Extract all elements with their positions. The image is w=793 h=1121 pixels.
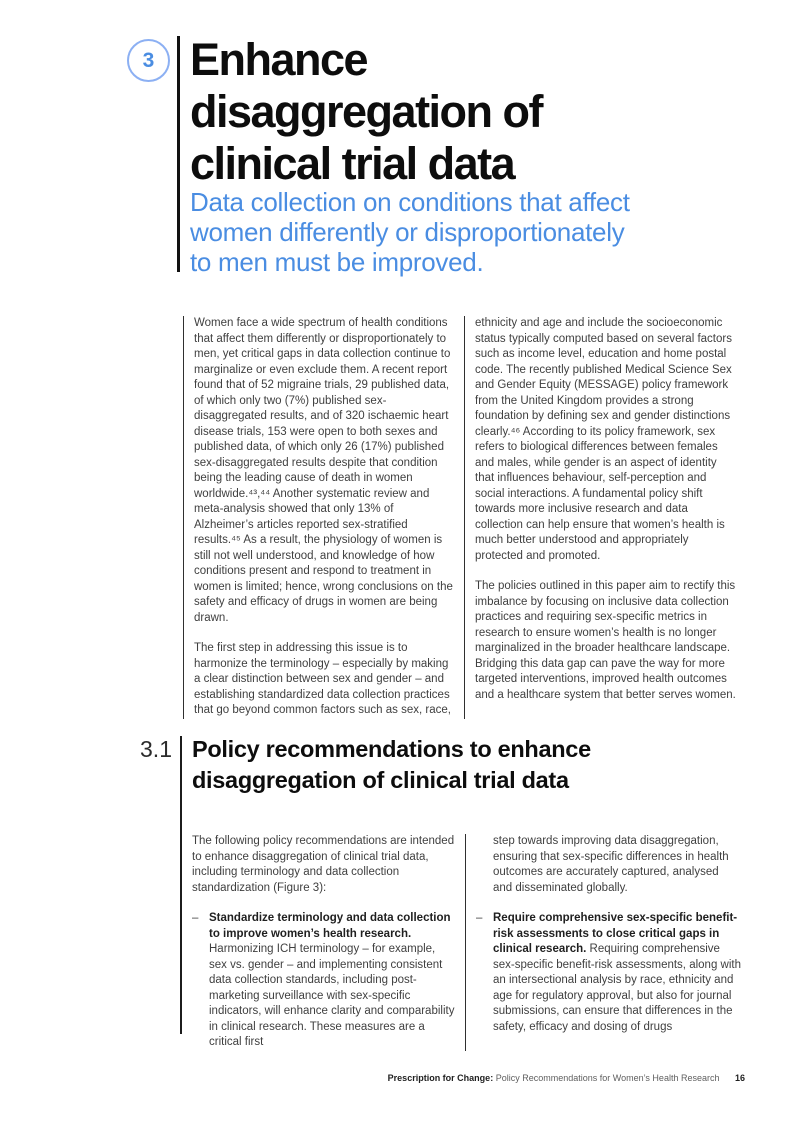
- body-paragraph: The policies outlined in this paper aim to rectify this imbalance by focusing on inclusive data collection practices and requiring sex-specific metrics in research to ensure women’s health is no longer marginalized in the broader healthcare landscape. Bridging this data gap can pave the way for more targeted interventions, improved health outcomes and a healthcare system that better serves women.: [475, 580, 736, 701]
- chapter-subtitle-line: women differently or disproportionately: [190, 217, 625, 247]
- recommendations-right-column: [465, 834, 745, 1051]
- recommendations-columns: [192, 834, 745, 1051]
- recommendations-left-column: [192, 834, 465, 1051]
- body-paragraph: The following policy recommendations are intended to enhance disaggregation of clinical trial data, including terminology and data collection standardization (Figure 3):: [192, 835, 455, 894]
- subsection-heading: [192, 734, 591, 796]
- bullet-bold-leadin: Require comprehensive sex-specific benefit-risk assessments to close critical gaps in clinical research.: [493, 912, 738, 955]
- footer-page-number: 16: [734, 1073, 745, 1083]
- title-divider-rule: [177, 36, 180, 272]
- subsection-heading-line: disaggregation of clinical trial data: [192, 767, 569, 793]
- page-footer: [388, 1073, 745, 1083]
- chapter-subtitle-line: to men must be improved.: [190, 247, 484, 277]
- body-paragraph: ethnicity and age and include the socioeconomic status typically computed based on several factors such as income level, education and home postal code. The recently published Medical Science Sex and Gender Equity (MESSAGE) policy framework from the United Kingdom provides a strong foundation by defining sex and gender distinctions clearly.⁴⁶ According to its policy framework, sex refers to biological differences between females and males, while gender is an aspect of identity that influences behaviour, self-perception and social interactions. A fundamental policy shift towards more inclusive research and data collection can help ensure that women’s health is much better understood and appropriately protected and promoted.: [475, 317, 732, 562]
- bullet-bold-leadin: Standardize terminology and data collection to improve women’s health research.: [209, 912, 451, 940]
- body-paragraph: The first step in addressing this issue is to harmonize the terminology – especially by making a clear distinction between sex and gender – and establishing standardized data collection practices that go beyond common factors such as sex, race,: [194, 642, 451, 716]
- footer-report-title: Prescription for Change:: [387, 1073, 494, 1083]
- chapter-title-line: Enhance: [190, 34, 368, 85]
- intro-right-column: [464, 316, 745, 719]
- bullet-dash: –: [476, 912, 483, 924]
- bullet-text: [209, 911, 455, 1051]
- footer-report-subtitle: Policy Recommendations for Women’s Health Research: [495, 1073, 720, 1083]
- bullet-text: [493, 911, 741, 1035]
- body-paragraph: Women face a wide spectrum of health conditions that affect them differently or disproportionately to men, yet critical gaps in data collection continue to marginalize or even exclude them. A recent report found that of 52 migraine trials, 29 published data, of which only two (7%) published sex-disaggregated results, and of 320 ischaemic heart disease trials, 153 were open to both sexes and published data, of which only 26 (17%) published sex-disaggregated results despite that condition being the leading cause of death in women worldwide.⁴³,⁴⁴ Another systematic review and meta-analysis showed that only 13% of Alzheimer’s articles reported sex-stratified results.⁴⁵ As a result, the physiology of women is still not well understood, and knowledge of how conditions present and respond to treatment in women is limited; hence, wrong conclusions on the safety and efficacy of drugs in women are being drawn.: [194, 317, 453, 624]
- chapter-title-line: clinical trial data: [190, 138, 515, 189]
- subsection-divider-rule: [180, 736, 182, 1034]
- bullet-continuation-text: step towards improving data disaggregation, ensuring that sex-specific differences in health outcomes are accurately captured, analysed and disseminated globally.: [493, 835, 729, 894]
- subsection-heading-line: Policy recommendations to enhance: [192, 736, 591, 762]
- recommendation-item: [476, 911, 741, 1035]
- chapter-number: 3: [142, 48, 155, 72]
- recommendation-item: [192, 911, 455, 1051]
- chapter-number-badge: [127, 39, 170, 82]
- chapter-title-line: disaggregation of: [190, 86, 543, 137]
- intro-left-column: [183, 316, 464, 719]
- chapter-subtitle-line: Data collection on conditions that affect: [190, 187, 630, 217]
- chapter-title: [190, 34, 542, 190]
- subsection-number: 3.1: [140, 736, 172, 762]
- bullet-body-text: Requiring comprehensive sex-specific benefit-risk assessments, along with an intersectional analysis by race, ethnicity and age for regulatory approval, but also for journal submissions, can ensure that differences in the safety, efficacy and dosing of drugs: [493, 943, 741, 1033]
- intro-columns: [183, 316, 745, 719]
- chapter-subtitle: [190, 187, 630, 277]
- bullet-dash: –: [192, 912, 199, 924]
- bullet-body-text: Harmonizing ICH terminology – for example, sex vs. gender – and implementing consistent data collection standards, including post-marketing surveillance with sex-specific indicators, will enhance clarity and comparability in clinical research. These measures are a critical first: [209, 943, 455, 1048]
